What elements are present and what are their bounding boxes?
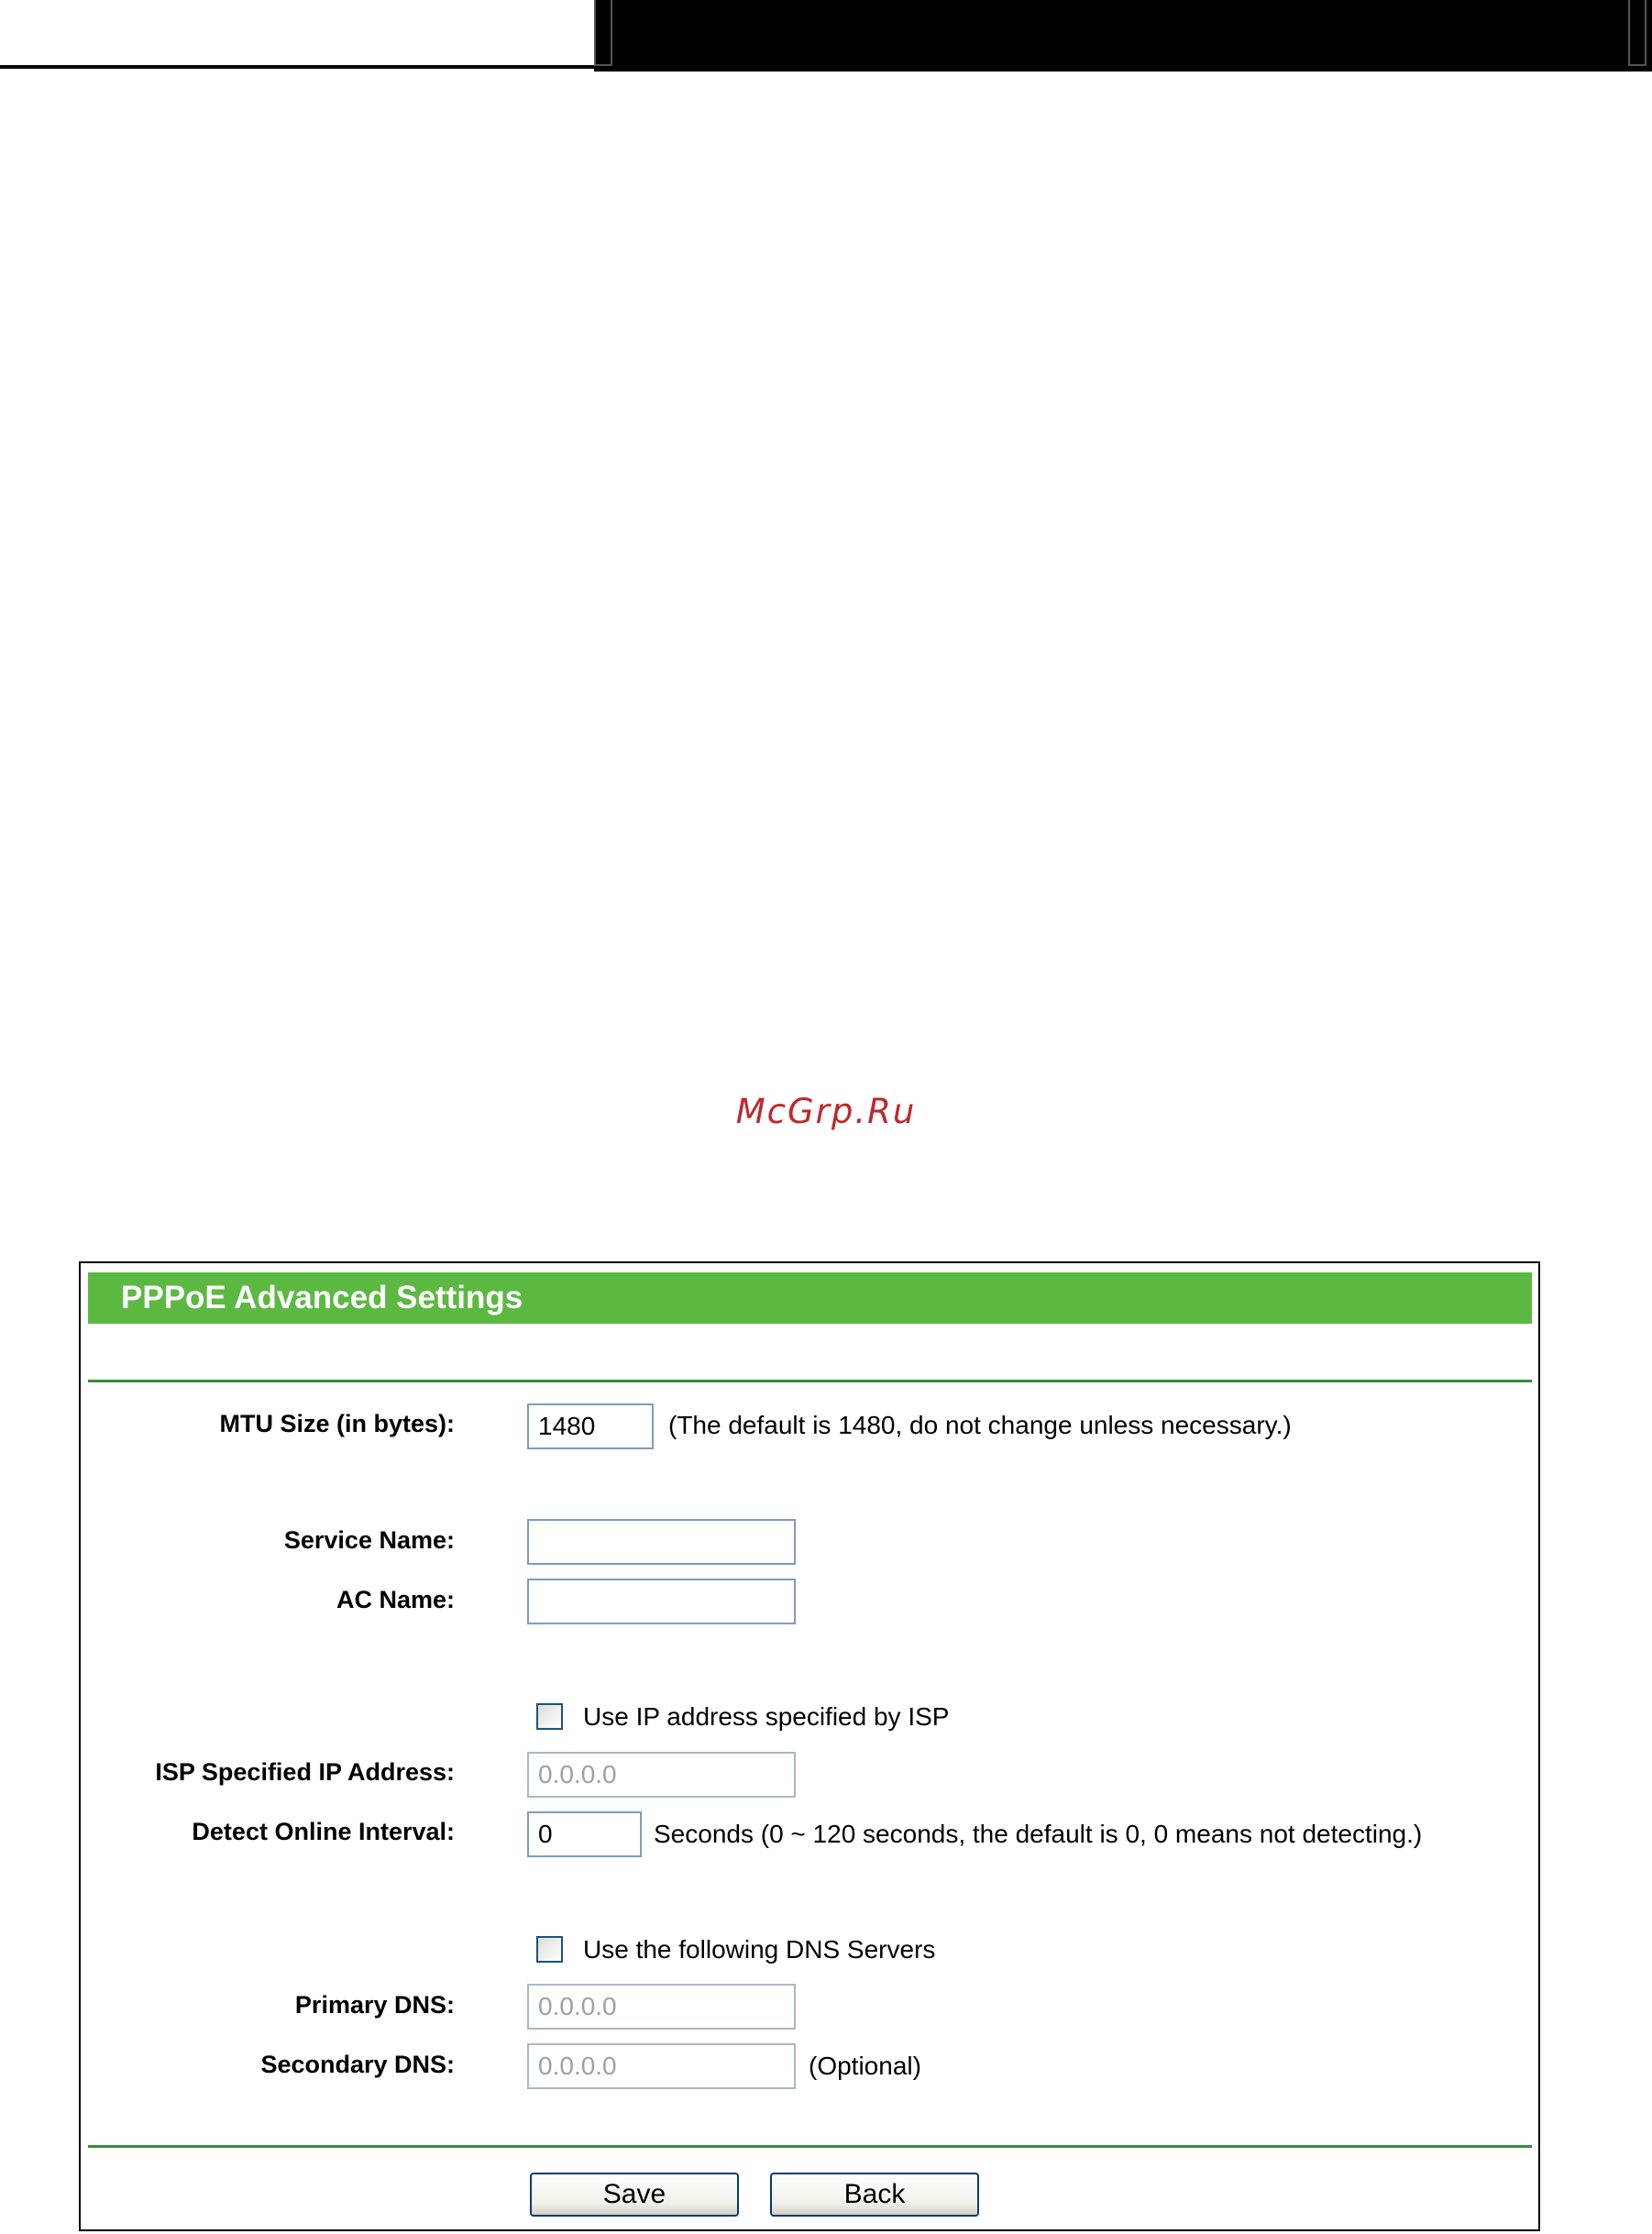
service-name-label: Service Name:	[283, 1526, 455, 1554]
back-button[interactable]: Back	[770, 2173, 979, 2217]
mtu-hint: (The default is 1480, do not change unless necessary.)	[668, 1411, 1292, 1439]
ac-name-input[interactable]	[527, 1579, 796, 1624]
watermark: McGrp.Ru	[735, 1092, 917, 1131]
detect-interval-input[interactable]	[527, 1811, 642, 1857]
header-bar-right	[594, 0, 1652, 72]
use-dns-label: Use the following DNS Servers	[583, 1935, 936, 1964]
primary-dns-input[interactable]	[527, 1984, 796, 2030]
top-divider	[88, 1380, 1532, 1382]
secondary-dns-label: Secondary DNS:	[260, 2051, 455, 2078]
header-notch-right	[1628, 0, 1646, 66]
detect-interval-label: Detect Online Interval:	[192, 1818, 455, 1845]
panel-title: PPPoE Advanced Settings	[88, 1272, 1532, 1324]
mtu-input[interactable]	[527, 1403, 654, 1449]
secondary-dns-input[interactable]	[527, 2043, 796, 2089]
use-isp-ip-checkbox[interactable]	[536, 1703, 563, 1730]
save-button[interactable]: Save	[530, 2173, 739, 2217]
detect-interval-hint: Seconds (0 ~ 120 seconds, the default is 0, 0 means not detecting.)	[654, 1820, 1423, 1848]
ac-name-label: AC Name:	[336, 1586, 455, 1613]
pppoe-settings-panel	[79, 1261, 1540, 2231]
service-name-input[interactable]	[527, 1519, 796, 1565]
mtu-label: MTU Size (in bytes):	[219, 1410, 455, 1437]
isp-ip-input[interactable]	[527, 1752, 796, 1798]
isp-ip-label: ISP Specified IP Address:	[155, 1758, 455, 1786]
primary-dns-label: Primary DNS:	[294, 1991, 455, 2019]
header-notch-left	[594, 0, 612, 66]
use-isp-ip-label: Use IP address specified by ISP	[583, 1702, 950, 1731]
bottom-divider	[88, 2145, 1532, 2148]
header-bar-left	[0, 0, 594, 69]
secondary-dns-hint: (Optional)	[809, 2052, 921, 2080]
use-dns-checkbox[interactable]	[536, 1936, 563, 1963]
